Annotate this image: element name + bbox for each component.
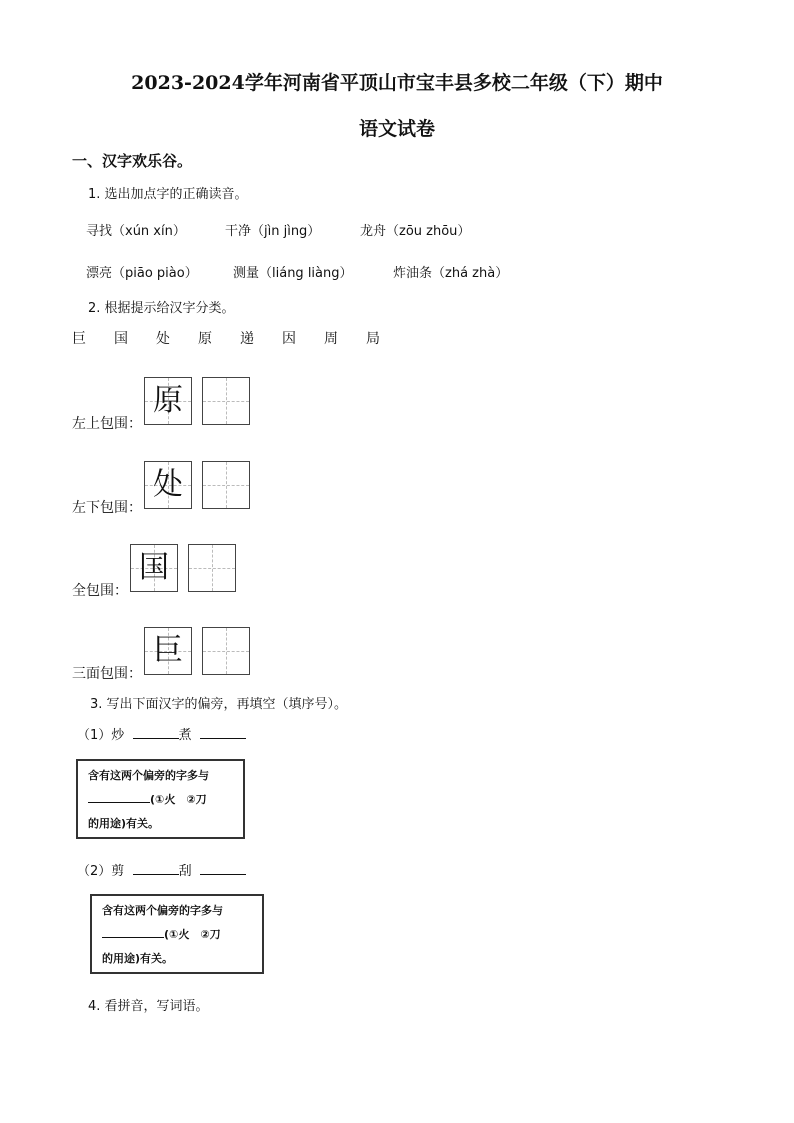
group-label: 左上包围：: [72, 416, 142, 432]
q2-char: 因: [282, 331, 296, 347]
q1-option: 测量（liáng liàng）: [233, 266, 353, 281]
q1-option: 龙舟（zōu zhōu）: [360, 224, 471, 239]
hint-box: 含有这两个偏旁的字多与 (①火 ②刀 的用途)有关。: [76, 759, 245, 839]
page-title: 2023-2024学年河南省平顶山市宝丰县多校二年级（下）期中: [131, 72, 663, 94]
q2-char-list: [72, 328, 408, 348]
example-char-box: [144, 461, 192, 509]
example-char-box: [130, 544, 178, 592]
answer-blank[interactable]: [88, 790, 150, 803]
answer-blank[interactable]: [133, 724, 179, 739]
answer-char-box[interactable]: [202, 377, 250, 425]
q3-prompt: 3. 写出下面汉字的偏旁，再填空（填序号）。: [90, 697, 348, 712]
page-subtitle: 语文试卷: [358, 118, 435, 140]
q2-char: 递: [240, 331, 254, 347]
q2-char: 国: [114, 331, 128, 347]
q4-prompt: 4. 看拼音，写词语。: [88, 999, 209, 1014]
q2-prompt: 2. 根据提示给汉字分类。: [88, 301, 235, 316]
q3-part1: （1）炒 煮: [77, 724, 246, 743]
example-char-box: [144, 627, 192, 675]
example-char: 原: [153, 383, 183, 418]
example-char: 巨: [153, 633, 183, 668]
hint-box: 含有这两个偏旁的字多与 (①火 ②刀 的用途)有关。: [90, 894, 264, 974]
q1-option: 炸油条（zhá zhà）: [393, 266, 509, 281]
answer-blank[interactable]: [200, 860, 246, 875]
q2-char: 周: [324, 331, 338, 347]
answer-blank[interactable]: [102, 925, 164, 938]
example-char-box: [144, 377, 192, 425]
answer-char-box[interactable]: [202, 627, 250, 675]
q1-prompt: 1. 选出加点字的正确读音。: [88, 187, 248, 202]
q2-char: 处: [156, 331, 170, 347]
group-label: 左下包围：: [72, 500, 142, 516]
answer-blank[interactable]: [133, 860, 179, 875]
q1-option: 寻找（xún xín）: [86, 224, 186, 239]
q3-part2: （2）剪 刮: [77, 860, 246, 879]
group-label: 全包围：: [72, 583, 128, 599]
answer-char-box[interactable]: [202, 461, 250, 509]
section-heading: 一、汉字欢乐谷。: [72, 152, 193, 170]
q2-char: 巨: [72, 331, 86, 347]
q2-char: 原: [198, 331, 212, 347]
answer-blank[interactable]: [200, 724, 246, 739]
example-char: 国: [139, 550, 169, 585]
example-char: 处: [153, 467, 183, 502]
q1-option: 干净（jìn jìng）: [225, 224, 321, 239]
answer-char-box[interactable]: [188, 544, 236, 592]
q1-option: 漂亮（piāo piào）: [86, 266, 198, 281]
q2-char: 局: [366, 331, 380, 347]
group-label: 三面包围：: [72, 666, 142, 682]
